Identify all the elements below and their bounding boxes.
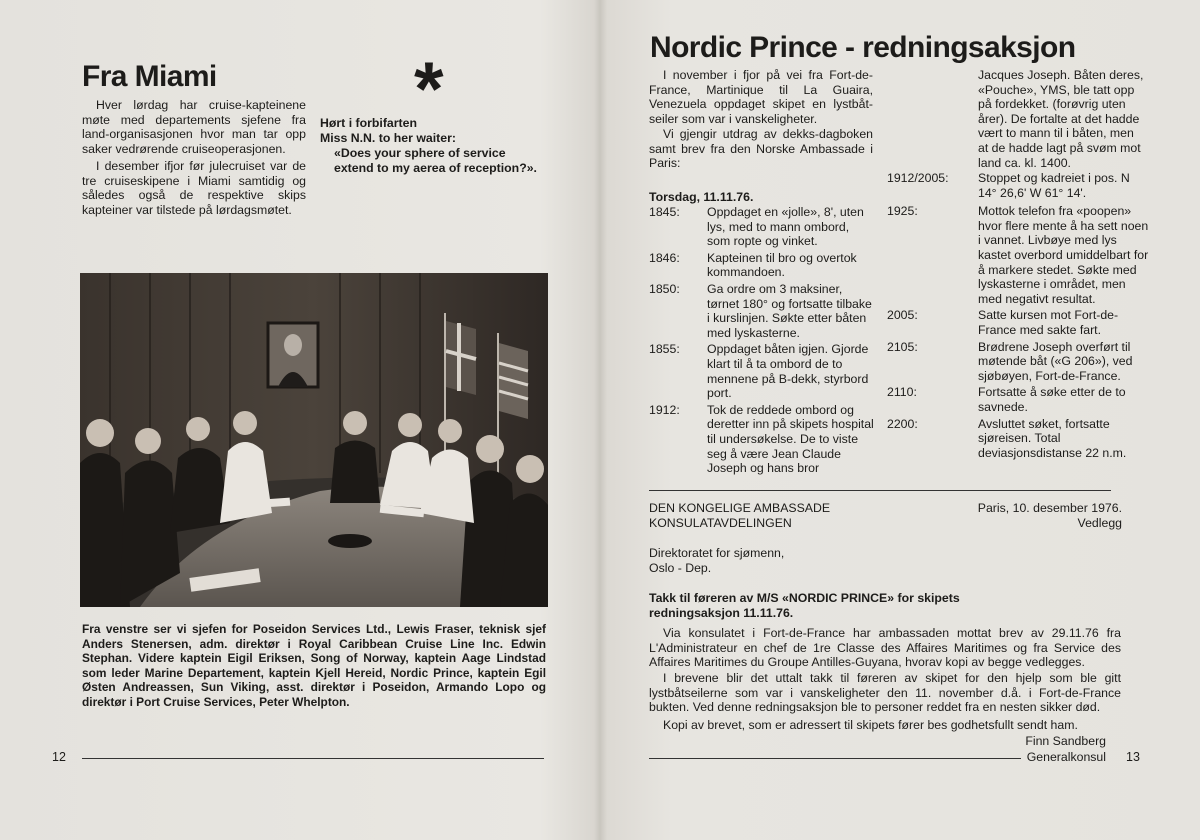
meeting-photo: [80, 273, 548, 607]
letter-recipient-line-2: Oslo - Dep.: [649, 561, 712, 575]
letter-enclosure: Vedlegg: [1077, 516, 1122, 530]
right-page-title: Nordic Prince - redningsaksjon: [650, 31, 1076, 64]
log-continuation: Jacques Joseph. Båten deres, «Pouche», YMS, ble tatt opp på fordekket. (forøvrig uten årer). De fortalte at det hadde vært to mann til i båten, men at de hadde lagt på svøm mot land ca. kl. 1400.: [978, 68, 1144, 170]
letter-body-paragraph-3: Kopi av brevet, som er adressert til skipets fører bes godhetsfullt sendt ham.: [663, 718, 1078, 732]
log-time: 1912:: [649, 402, 680, 417]
meeting-photo-illustration: [80, 273, 548, 607]
log-entry: [887, 204, 1149, 306]
log-entry: [887, 308, 1149, 337]
log-time: 1925:: [887, 204, 918, 219]
log-text: Avsluttet søket, fortsatte sjøreisen. Total deviasjonsdistanse 22 n.m.: [978, 416, 1127, 460]
log-text: Brødrene Joseph overført til møtende båt («G 206»), ved sjøbøyen, Fort-de-France.: [978, 339, 1133, 383]
log-time: 1855:: [649, 342, 680, 357]
aside-subheading: Miss N.N. to her waiter:: [320, 131, 456, 145]
left-page-number: 12: [52, 750, 66, 764]
signature-title: Generalkonsul: [1026, 750, 1106, 764]
photo-caption: Fra venstre ser vi sjefen for Poseidon Services Ltd., Lewis Fraser, teknisk sjef Anders Stenersen, adm. direktør i Royal Caribbean Cruise Line Inc. Edwin Stephan. Videre kaptein Eigil Eriksen, Song of Norway, kaptein Aage Lindstad som leder Marine Departement, kaptein Kjell Hereid, Nordic Prince, kaptein Egil Østen Andreassen, Sun Viking, asst. direktør i Poseidon, Armando Lopo og direktør i Port Cruise Services, Peter Whelpton.: [82, 622, 546, 709]
asterisk-ornament: *: [414, 47, 444, 132]
log-entry: [649, 342, 875, 400]
log-entry: [649, 251, 875, 280]
left-footer-rule: [82, 758, 544, 759]
log-right-column: [887, 171, 1149, 460]
left-intro-paragraph-2: I desember ifjor før julecruiset var de tre cruiseskipene i Miami samtidig og således også de respektive skips kapteiner var tilstede på lørdagsmøtet.: [82, 159, 306, 217]
letter-body-paragraph-2: I brevene blir det uttalt takk til føreren av skipet for den hjelp som ble gitt lystbåtseilerne som var i vanskeligheter den 11. november d.å. i Fort-de-France bukten. Ved denne redningsaksjon ble to personer reddet fra en nesten sikker død.: [649, 671, 1121, 715]
log-text: Tok de reddede ombord og deretter inn på skipets hospital til undersøkelse. De to viste seg å være Jean Claude Joseph og hans bror: [707, 402, 874, 476]
log-date: Torsdag, 11.11.76.: [649, 190, 754, 204]
aside-quote: «Does your sphere of service extend to my aerea of reception?».: [334, 146, 537, 175]
log-time: 2005:: [887, 308, 918, 323]
log-entry: [649, 205, 875, 249]
right-footer-rule: [649, 758, 1021, 759]
log-time: 1845:: [649, 205, 680, 219]
left-page-title: Fra Miami: [82, 60, 217, 93]
letter-sender-line-2: KONSULATAVDELINGEN: [649, 516, 792, 530]
log-time: 1850:: [649, 281, 680, 296]
log-time: 2200:: [887, 416, 918, 431]
log-entry: [649, 403, 875, 476]
log-time: 1912/2005:: [887, 171, 949, 185]
signature-name: Finn Sandberg: [1025, 734, 1106, 748]
letter-sender-line-1: DEN KONGELIGE AMBASSADE: [649, 501, 831, 515]
log-text: Fortsatte å søke etter de to savnede.: [978, 385, 1126, 414]
log-entry: [887, 171, 1149, 200]
log-time: 1846:: [649, 250, 680, 265]
log-text: Ga ordre om 3 maksiner, tørnet 180° og fortsatte tilbake i kurslinjen. Søkte etter båten med lyskasterne.: [707, 281, 872, 340]
log-text: Kapteinen til bro og overtok kommandoen.: [707, 250, 857, 280]
letter-subject: Takk til føreren av M/S «NORDIC PRINCE» for skipets redningsaksjon 11.11.76.: [649, 591, 960, 620]
log-time: 2110:: [887, 385, 917, 400]
right-intro-paragraph-2: Vi gjengir utdrag av dekks-dagboken samt brev fra den Norske Ambassade i Paris:: [649, 127, 873, 171]
left-intro-paragraph-1: Hver lørdag har cruise-kapteinene møte med departements sjefene fra land-organisasjonen hvor man tar opp saker vedrørende cruiseoperasjonen.: [82, 98, 306, 156]
log-time: 2105:: [887, 339, 918, 354]
log-entry: [649, 282, 875, 340]
letter-divider: [649, 490, 1111, 491]
right-page-number: 13: [1126, 750, 1140, 764]
log-text: Mottok telefon fra «poopen» hvor flere mente å ha sett noen i vannet. Livbøye med lys kastet overbord umiddelbart for å markere stedet. Søkte med lyskasterne i området, men med negativt resultat.: [978, 204, 1149, 306]
log-text: Stoppet og kadreiet i pos. N 14° 26,6' W 61° 14'.: [978, 171, 1130, 200]
aside-heading: Hørt i forbifarten: [320, 116, 418, 130]
letter-date: Paris, 10. desember 1976.: [977, 501, 1122, 515]
log-text: Satte kursen mot Fort-de-France med sakte fart.: [978, 308, 1119, 337]
log-entry: [887, 385, 1149, 414]
log-text: Oppdaget en «jolle», 8', uten lys, med to mann ombord, som ropte og vinket.: [707, 205, 864, 249]
log-entry: [887, 340, 1149, 384]
log-left-column: [649, 205, 875, 476]
right-intro-paragraph-1: I november i fjor på vei fra Fort-de-France, Martinique til La Guaira, Venezuela oppdaget skipet en lystbåt-seiler som var i vanskeligheter.: [649, 68, 873, 126]
log-text: Oppdaget båten igjen. Gjorde klart til å ta ombord de to mennene på B-dekk, styrbord port.: [707, 342, 869, 401]
letter-recipient-line-1: Direktoratet for sjømenn,: [649, 546, 785, 560]
log-entry: [887, 417, 1149, 461]
letter-body-paragraph-1: Via konsulatet i Fort-de-France har ambassaden mottat brev av 29.11.76 fra L'Administrateur en chef de 1re Classe des Affaires Maritimes og fra Service des Affaires Maritimes du Groupe Antilles-Guyana, hvorav kopi av begge vedlegges.: [649, 626, 1121, 670]
